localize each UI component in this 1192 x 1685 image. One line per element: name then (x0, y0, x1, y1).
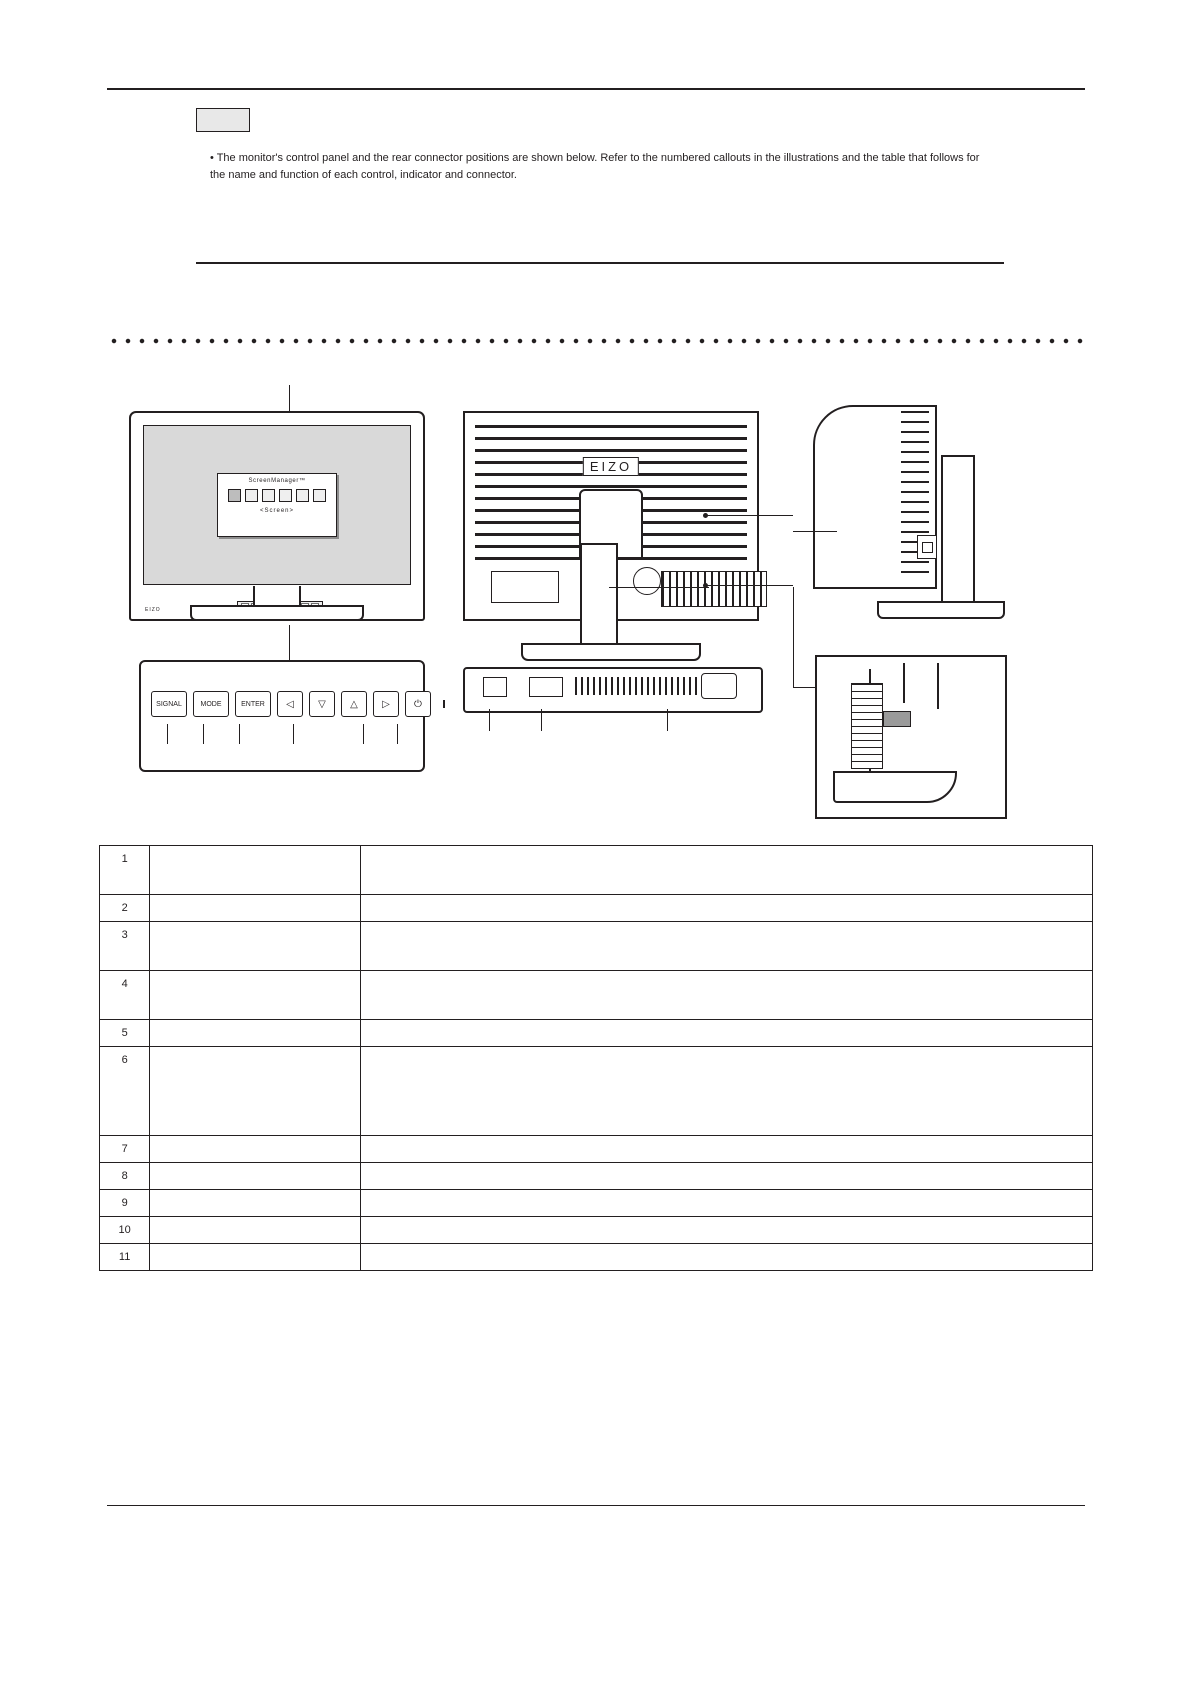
signal-button-label: SIGNAL (156, 700, 182, 708)
osd-icon-row (218, 489, 336, 502)
row-name (150, 1244, 360, 1271)
parts-table (99, 845, 1093, 1271)
row-desc (360, 1244, 1092, 1271)
note-text: • The monitor's control panel and the rear connector positions are shown below. Refer to the numbered callouts in the illustrations and the table that follows for the name and function of each control, indicator and connector. (210, 152, 980, 181)
enter-button-label: ENTER (241, 700, 265, 708)
signal-button[interactable] (151, 691, 187, 717)
row-number: 10 (100, 1217, 150, 1244)
footer-rule (107, 1505, 1085, 1506)
row-desc (360, 1217, 1092, 1244)
front-stand-base (190, 605, 364, 621)
power-connector (633, 567, 661, 595)
row-desc (360, 846, 1092, 895)
cable-holder (851, 683, 883, 769)
osd-title: ScreenManager™ (248, 478, 306, 484)
cable-holder-clip (883, 711, 911, 727)
cable-holder-inset (815, 655, 1007, 819)
rear-brand-logo: EIZO (583, 457, 639, 476)
leader-line-controls (289, 625, 290, 661)
row-number: 1 (100, 846, 150, 895)
connector-usb (529, 677, 563, 697)
rear-io-panel-left (491, 571, 559, 603)
table-row (100, 1136, 1093, 1163)
leader-dot-rear-1 (703, 513, 708, 518)
row-name (150, 895, 360, 922)
callout-tick-5 (363, 724, 364, 744)
dotted-separator (107, 338, 1085, 344)
mode-button[interactable] (193, 691, 229, 717)
power-button[interactable] (405, 691, 431, 717)
row-desc (360, 1020, 1092, 1047)
rear-stand-column (580, 543, 618, 657)
row-name (150, 971, 360, 1020)
table-row (100, 922, 1093, 971)
up-arrow-button[interactable] (341, 691, 367, 717)
table-row (100, 846, 1093, 895)
row-number: 5 (100, 1020, 150, 1047)
rear-stand-base (521, 643, 701, 661)
left-arrow-button[interactable] (277, 691, 303, 717)
callout-tick-2 (203, 724, 204, 744)
down-arrow-label: ▽ (318, 698, 326, 710)
table-row (100, 1163, 1093, 1190)
leader-line-rear-4 (793, 587, 794, 687)
osd-caption: <Screen> (259, 508, 295, 514)
power-button-label: ⏻ (414, 698, 422, 710)
row-name (150, 1217, 360, 1244)
row-name (150, 1020, 360, 1047)
note-label-box (196, 108, 250, 132)
color-icon (245, 489, 258, 502)
table-row (100, 895, 1093, 922)
callout-tick-6 (397, 724, 398, 744)
row-number: 7 (100, 1136, 150, 1163)
cable-2 (903, 663, 905, 703)
table-row (100, 1244, 1093, 1271)
row-name (150, 1047, 360, 1136)
language-icon (313, 489, 326, 502)
information-icon (296, 489, 309, 502)
row-desc (360, 971, 1092, 1020)
row-name (150, 1190, 360, 1217)
side-stand-base (877, 601, 1005, 619)
mode-button-label: MODE (200, 700, 222, 708)
row-desc (360, 1047, 1092, 1136)
table-row (100, 1047, 1093, 1136)
header-rule (107, 88, 1085, 90)
row-desc (360, 1190, 1092, 1217)
leader-line-rear-5 (793, 687, 817, 688)
connector-audio (483, 677, 507, 697)
cable-3 (937, 663, 939, 709)
leader-line-bottom-1 (489, 709, 490, 731)
callout-tick-3 (239, 724, 240, 744)
monitor-screen (143, 425, 411, 585)
row-desc (360, 922, 1092, 971)
right-arrow-label: ▷ (382, 698, 390, 710)
row-number: 4 (100, 971, 150, 1020)
leader-line-rear-1 (707, 515, 793, 516)
main-power-switch (917, 535, 937, 559)
leader-line-bottom-2 (541, 709, 542, 731)
inset-stand-base (833, 771, 957, 803)
figure-group (107, 375, 1085, 825)
leader-line-rear-2 (707, 585, 793, 586)
row-desc (360, 1163, 1092, 1190)
callout-tick-1 (167, 724, 168, 744)
control-panel-detail (139, 660, 425, 772)
table-row (100, 1190, 1093, 1217)
table-row (100, 1217, 1093, 1244)
up-arrow-label: △ (350, 698, 358, 710)
left-arrow-label: ◁ (286, 698, 294, 710)
enter-button[interactable] (235, 691, 271, 717)
control-panel-buttons (151, 684, 422, 724)
row-number: 11 (100, 1244, 150, 1271)
right-arrow-button[interactable] (373, 691, 399, 717)
row-number: 8 (100, 1163, 150, 1190)
row-name (150, 1163, 360, 1190)
row-name (150, 922, 360, 971)
connector-signal (701, 673, 737, 699)
row-desc (360, 895, 1092, 922)
note-bottom-rule (196, 262, 1004, 264)
row-number: 9 (100, 1190, 150, 1217)
row-number: 2 (100, 895, 150, 922)
front-brand-logo: EIZO (145, 607, 161, 613)
osd-screenmanager-window (217, 473, 337, 537)
rear-io-panel-right (661, 571, 767, 607)
bottom-vent-hatch (575, 677, 701, 695)
table-row (100, 971, 1093, 1020)
side-stand-column (941, 455, 975, 619)
callout-tick-4 (293, 724, 294, 744)
row-name (150, 1136, 360, 1163)
power-indicator-led (443, 700, 445, 708)
table-row (100, 1020, 1093, 1047)
row-name (150, 846, 360, 895)
monitor-side-view (807, 405, 1007, 621)
leader-line-bottom-3 (667, 709, 668, 731)
down-arrow-button[interactable] (309, 691, 335, 717)
bottom-connector-strip (463, 667, 763, 713)
powermanager-icon (262, 489, 275, 502)
row-number: 3 (100, 922, 150, 971)
leader-line-side-1 (793, 531, 837, 532)
row-desc (360, 1136, 1092, 1163)
row-number: 6 (100, 1047, 150, 1136)
others-icon (279, 489, 292, 502)
leader-line-rear-3 (609, 587, 709, 588)
screen-icon (228, 489, 241, 502)
